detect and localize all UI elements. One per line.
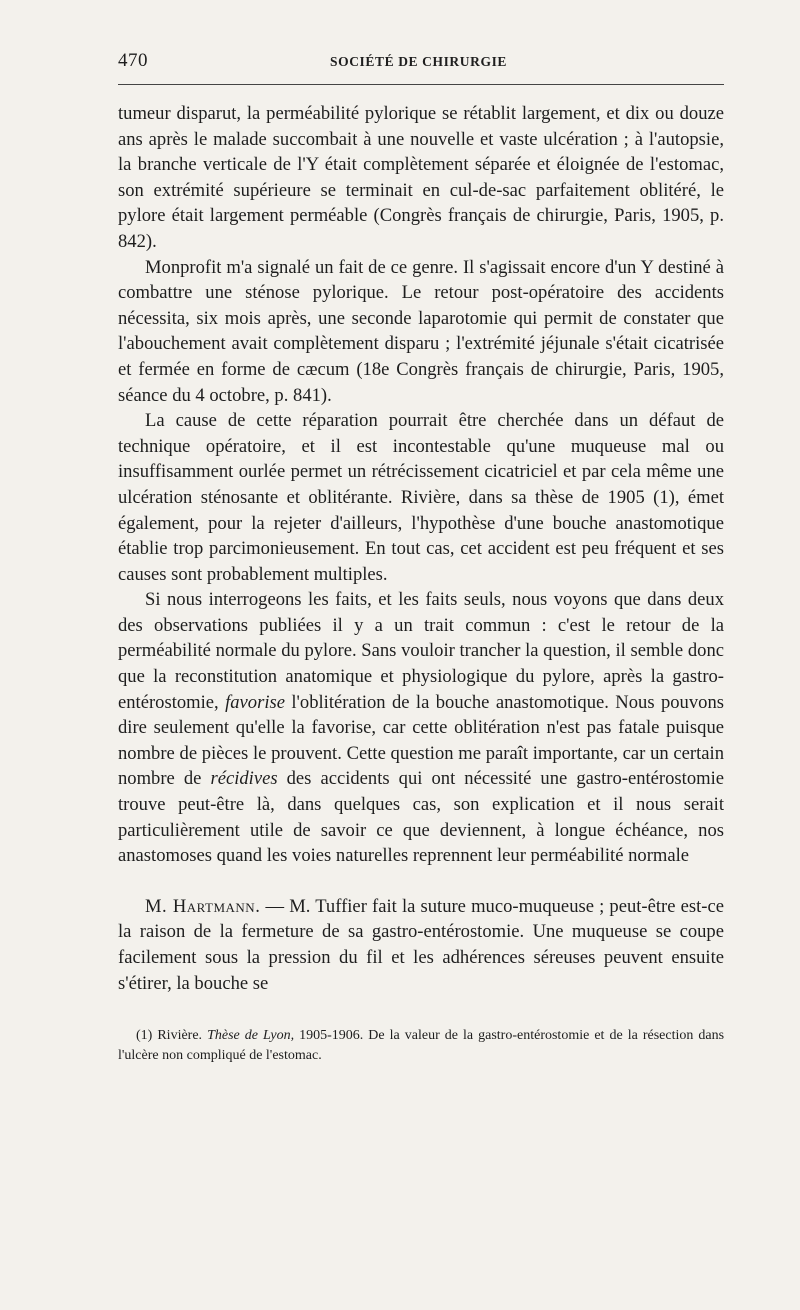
footnote-text (118, 1026, 724, 1066)
paragraph-4-part-1: Si nous interrogeons les faits, et les faits seuls, nous voyons que dans deux des observations publiées il y a un trait commun : c'est le retour de la perméabilité normale du pylore. Sans vouloir trancher la question, il semble donc que la reconstitution anatomique et physiologique du pylore, après la gastro-entérostomie, (118, 589, 724, 713)
speaker-name: M. Hartmann. (145, 895, 261, 917)
paragraph-5-text: — M. Tuffier fait la suture muco-muqueuse ; peut-être est-ce la raison de la fermeture de sa gastro-entérostomie. Une muqueuse se coupe facilement sous la pression du fil et les adhérences séreuses peuvent ensuite s'étirer, la bouche se (118, 895, 724, 994)
paragraph-4-part-2: l'oblitération de la bouche anastomotique. Nous pouvons dire seulement qu'elle la favorise, car cette oblitération n'est pas fatale puisque nombre de pièces le prouvent. Cette question me paraît importante, car un certain nombre de (118, 691, 724, 790)
paragraph-3: La cause de cette réparation pourrait être cherchée dans un défaut de technique opératoire, et il est incontestable qu'une muqueuse mal ou insuffisamment ourlée permet un rétrécissement cicatriciel et par cela même une ulcération sténosante et oblitérante. Rivière, dans sa thèse de 1905 (1), émet également, pour la rejeter d'ailleurs, l'hypothèse d'une bouche anastomotique établie trop parcimonieusement. En tout cas, cet accident est peu fréquent et ses causes sont probablement multiples. (118, 410, 724, 585)
body-text (118, 101, 724, 996)
running-head: SOCIÉTÉ DE CHIRURGIE (330, 54, 508, 69)
paragraph-1: tumeur disparut, la perméabilité pylorique se rétablit largement, et dix ou douze ans après le malade succombait à une nouvelle et vaste ulcération ; à l'autopsie, la branche verticale de l'Y était complètement séparée et éloignée de l'estomac, son extrémité supérieure se terminait en cul-de-sac parfaitement oblitéré, le pylore était largement perméable (Congrès français de chirurgie, Paris, 1905, p. 842). (118, 103, 724, 252)
footnote-title: Thèse de Lyon, (207, 1028, 295, 1044)
paragraph-2: Monprofit m'a signalé un fait de ce genre. Il s'agissait encore d'un Y destiné à combattre une sténose pylorique. Le retour post-opératoire des accidents nécessita, six mois après, une seconde laparotomie qui permit de constater que l'abouchement avait complètement disparu ; l'extrémité jéjunale s'était cicatrisée et fermée en forme de cæcum (18e Congrès français de chirurgie, Paris, 1905, séance du 4 octobre, p. 841). (118, 256, 724, 406)
page-number: 470 (118, 50, 148, 71)
page-header (118, 40, 724, 74)
paragraph-5 (118, 894, 724, 996)
footnote-marker: (1) Rivière. (136, 1028, 203, 1044)
paragraph-4 (118, 587, 724, 869)
book-page (118, 40, 724, 1066)
italic-favorise: favorise (225, 691, 285, 713)
paragraph-4-part-3: des accidents qui ont nécessité une gastro-entérostomie trouve peut-être là, dans quelques cas, son explication et il nous serait particulièrement utile de savoir ce que deviennent, à longue échéance, nos anastomoses quand les voies naturelles reprennent leur perméabilité normale (118, 768, 724, 867)
footnote-body: 1905-1906. De la valeur de la gastro-entérostomie et de la résection dans l'ulcère non compliqué de l'estomac. (118, 1028, 725, 1064)
footnote (118, 1026, 724, 1066)
header-rule (118, 84, 724, 85)
section-gap (118, 869, 724, 894)
italic-recidives: récidives (210, 768, 278, 790)
